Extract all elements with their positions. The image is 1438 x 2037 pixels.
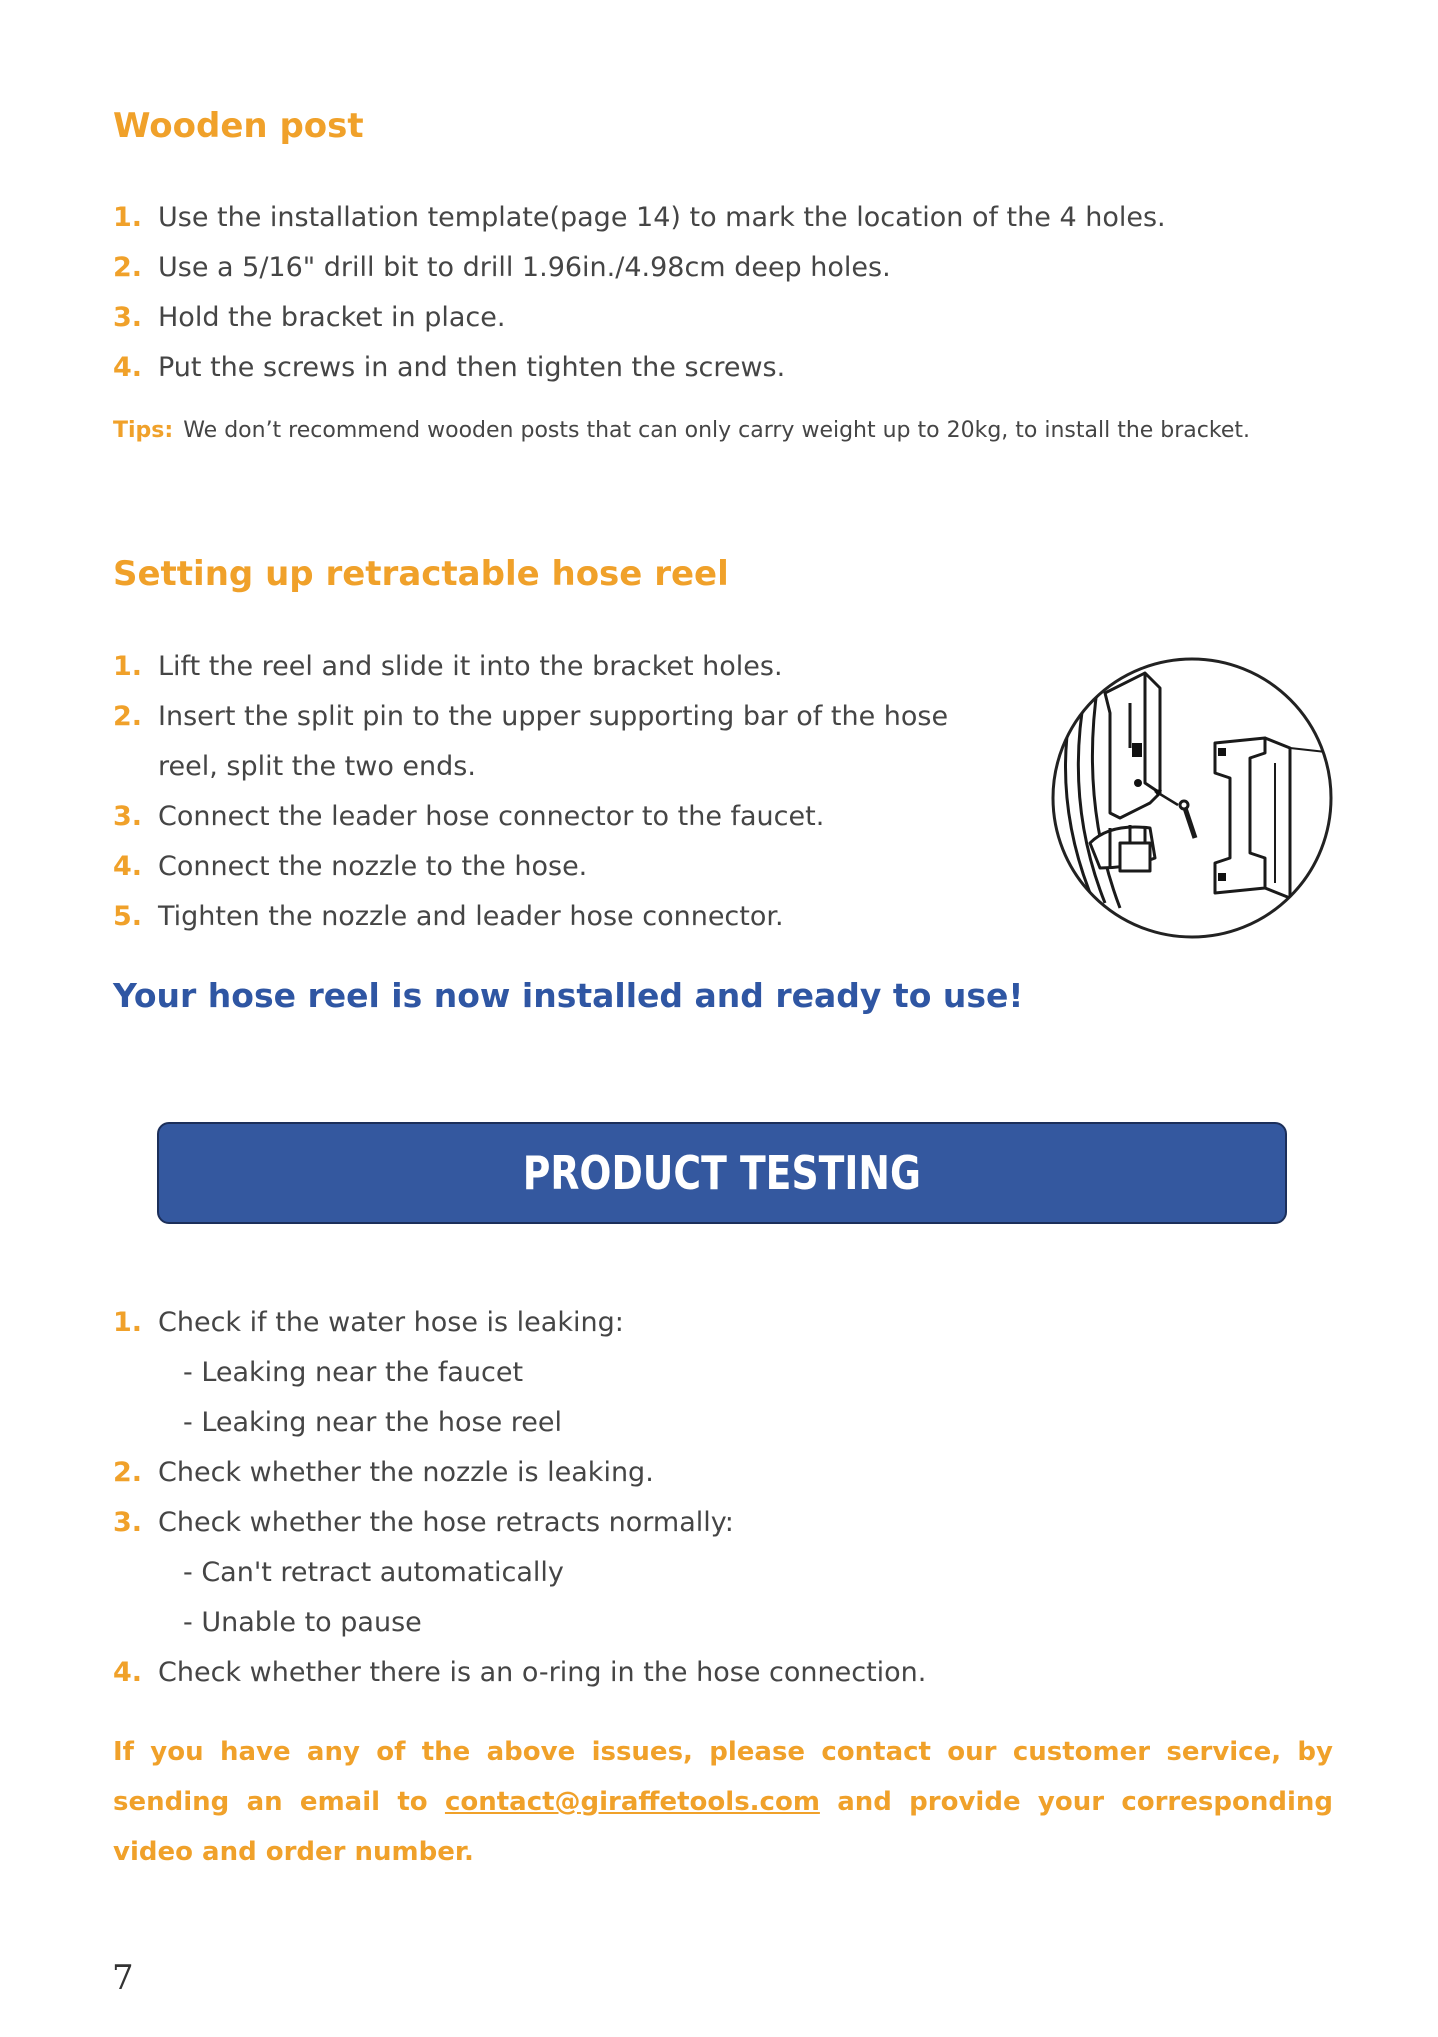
step-number: 3. <box>113 801 143 832</box>
step-number: 3. <box>113 302 143 333</box>
step-text: Tighten the nozzle and leader hose connector. <box>158 901 784 932</box>
list-item <box>113 193 1166 243</box>
list-item <box>113 742 948 792</box>
list-item <box>113 1648 926 1698</box>
contact-email-link[interactable]: contact@giraffetools.com <box>444 1787 820 1817</box>
step-text: Use a 5/16" drill bit to drill 1.96in./4.98cm deep holes. <box>158 252 891 283</box>
setup-heading: Setting up retractable hose reel <box>113 554 729 594</box>
sub-item: - Leaking near the hose reel <box>183 1407 562 1438</box>
wooden-post-heading: Wooden post <box>113 106 364 146</box>
sub-item: - Can't retract automatically <box>183 1557 564 1588</box>
list-item <box>113 243 1166 293</box>
step-number: 2. <box>113 701 143 732</box>
contact-text-before: If you have any of the above issues, please contact our customer service, by sending an email to <box>113 1737 1333 1817</box>
step-text: Check whether there is an o-ring in the hose connection. <box>158 1657 927 1688</box>
step-number: 5. <box>113 901 143 932</box>
list-item <box>113 892 948 942</box>
step-text: Hold the bracket in place. <box>158 302 506 333</box>
tips-note <box>113 418 1250 443</box>
step-text: Lift the reel and slide it into the bracket holes. <box>158 651 783 682</box>
step-text: Insert the split pin to the upper supporting bar of the hose <box>158 701 949 732</box>
tips-label: Tips: <box>113 418 174 443</box>
list-item <box>113 792 948 842</box>
list-item <box>113 1498 926 1548</box>
step-number: 4. <box>113 851 143 882</box>
step-text: Connect the nozzle to the hose. <box>158 851 588 882</box>
wooden-post-steps <box>113 193 1166 393</box>
step-number: 3. <box>113 1507 143 1538</box>
contact-note <box>113 1727 1333 1877</box>
step-text: Check whether the nozzle is leaking. <box>158 1457 654 1488</box>
sub-item: - Unable to pause <box>183 1607 422 1638</box>
testing-steps <box>113 1298 926 1698</box>
setup-steps <box>113 642 948 942</box>
list-item <box>113 343 1166 393</box>
step-number: 4. <box>113 1657 143 1688</box>
list-item <box>113 1298 926 1348</box>
step-text: Use the installation template(page 14) to mark the location of the 4 holes. <box>158 202 1166 233</box>
step-text: Check whether the hose retracts normally: <box>158 1507 734 1538</box>
step-text: Connect the leader hose connector to the faucet. <box>158 801 825 832</box>
ready-message: Your hose reel is now installed and ready to use! <box>113 976 1024 1015</box>
step-number: 2. <box>113 252 143 283</box>
step-number: 4. <box>113 352 143 383</box>
step-number: 1. <box>113 202 143 233</box>
list-item <box>113 692 948 742</box>
step-text: Check if the water hose is leaking: <box>158 1307 624 1338</box>
step-number: 1. <box>113 651 143 682</box>
page-number: 7 <box>112 1958 134 1998</box>
sub-item: - Leaking near the faucet <box>183 1357 524 1388</box>
step-number: 1. <box>113 1307 143 1338</box>
bracket-installation-illustration <box>1050 653 1335 943</box>
banner-title: PRODUCT TESTING <box>522 1146 922 1200</box>
list-item <box>113 842 948 892</box>
tips-text: We don’t recommend wooden posts that can only carry weight up to 20kg, to install the bracket. <box>183 418 1250 443</box>
step-text: reel, split the two ends. <box>158 751 476 782</box>
step-text: Put the screws in and then tighten the screws. <box>158 352 786 383</box>
list-item <box>113 1448 926 1498</box>
list-item <box>113 293 1166 343</box>
contact-text-after: and provide your corresponding video and order number. <box>113 1787 1333 1867</box>
step-number: 2. <box>113 1457 143 1488</box>
product-testing-banner <box>157 1122 1287 1224</box>
list-item <box>113 642 948 692</box>
